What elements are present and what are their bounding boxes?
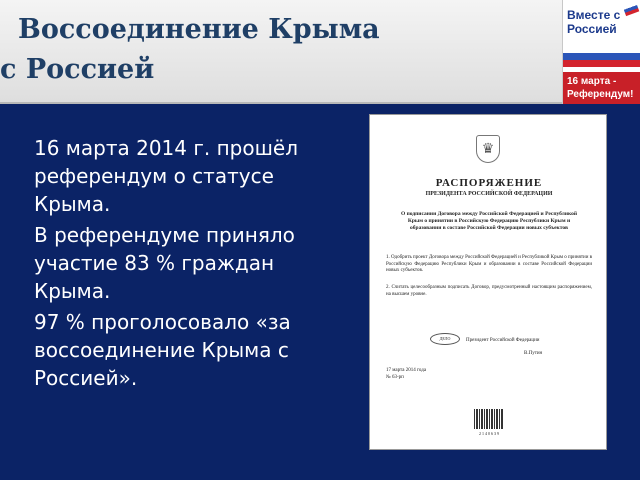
barcode-number: 2 1 4 0 6 3 9 bbox=[479, 431, 499, 436]
logo-stripe-blue bbox=[563, 53, 640, 60]
slide-body bbox=[34, 134, 354, 395]
document-heading: РАСПОРЯЖЕНИЕ bbox=[435, 177, 543, 189]
document-date: 17 марта 2014 года bbox=[386, 368, 427, 373]
slide-title bbox=[0, 10, 520, 90]
document-paragraph-1: 1. Одобрить проект Договора между Российской Федерацией и Республикой Крым о принятии в Российскую Федерацию Республики Крым и образовании в составе Российской Федерации новых субъектов. bbox=[386, 255, 592, 273]
logo-stripe-white bbox=[563, 46, 640, 53]
document-stamp: ДЕЛО bbox=[430, 333, 460, 345]
slide-title-line1: Воссоединение Крыма bbox=[18, 14, 380, 45]
document-subheading: ПРЕЗИДЕНТА РОССИЙСКОЙ ФЕДЕРАЦИИ bbox=[425, 191, 553, 197]
body-paragraph-2: В референдуме приняло участие 83 % граждан Крыма. bbox=[34, 223, 295, 303]
barcode-icon bbox=[474, 409, 504, 429]
logo-bottom-text: 16 марта - Референдум! bbox=[563, 72, 640, 104]
body-paragraph-1: 16 марта 2014 г. прошёл референдум о статусе Крыма. bbox=[34, 136, 298, 216]
document-signer-name: В.Путин bbox=[524, 351, 543, 356]
coat-of-arms-icon: ♛ bbox=[476, 135, 500, 163]
referendum-logo bbox=[562, 0, 640, 104]
logo-top-text: Вместе с Россией bbox=[567, 8, 621, 36]
document-date-block bbox=[386, 367, 466, 381]
document-number: № 63-рп bbox=[386, 375, 404, 380]
title-bar bbox=[0, 0, 640, 104]
body-paragraph-3: 97 % проголосовало «за воссоединение Крыма с Россией». bbox=[34, 310, 291, 390]
decree-document-image bbox=[369, 114, 607, 450]
document-paragraph-2: 2. Считать целесообразным подписать Договор, предусмотренный настоящим распоряжением, на высшем уровне. bbox=[386, 285, 592, 297]
document-signer-title: Президент Российской Федерации bbox=[466, 338, 540, 343]
document-subject: О подписании Договора между Российской Федерацией и Республикой Крым о принятии в Российскую Федерацию Республики Крым и образовании в составе Российской Федерации новых субъектов bbox=[400, 211, 578, 231]
logo-stripe-red bbox=[563, 60, 640, 67]
slide-title-line2: с Россией bbox=[0, 54, 155, 85]
